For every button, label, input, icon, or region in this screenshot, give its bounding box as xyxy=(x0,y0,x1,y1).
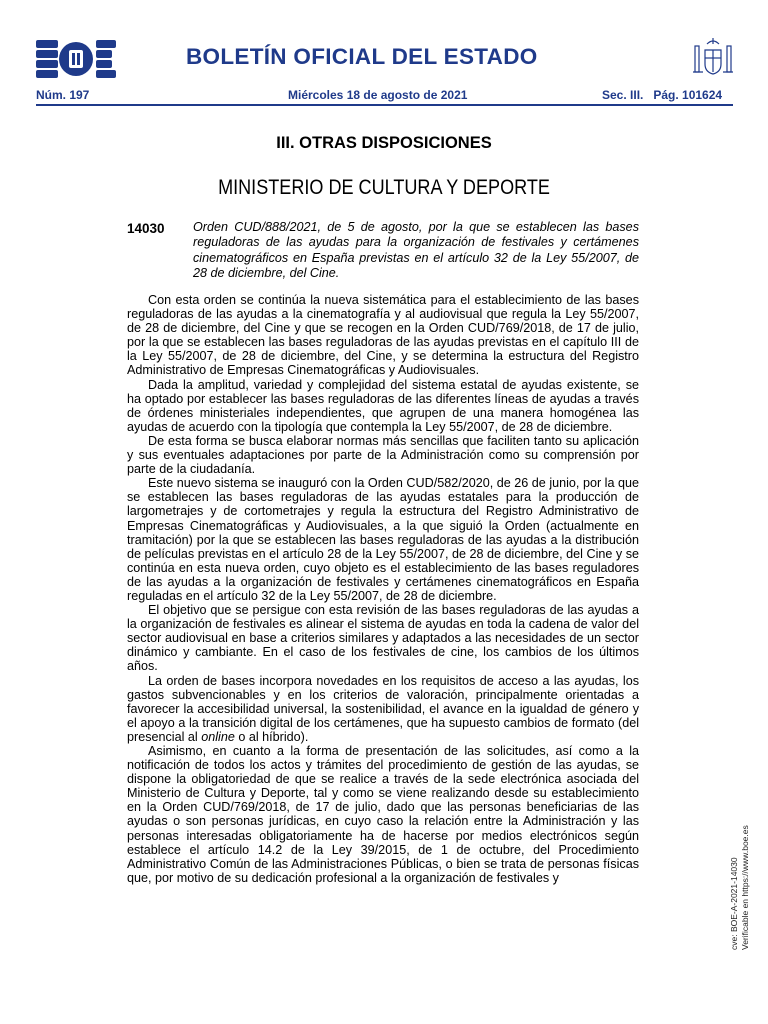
verification-sidebar xyxy=(729,825,751,950)
verification-link: Verificable en https://www.boe.es xyxy=(740,825,750,950)
paragraph: Asimismo, en cuanto a la forma de presentación de las solicitudes, así como a la notificación de todos los actos y trámites del procedimiento de gestión de las ayudas, se dispone la obligatoriedad de que se realice a través de la sede electrónica asociada del Ministerio de Cultura y Deporte, tal y como se viene realizando desde su establecimiento en la Orden CUD/769/2018, de 17 de julio, dado que las personas beneficiarias de las ayudas o son personas jurídicas, en cuyo caso la relación entre la Administración y las personas interesadas obligatoriamente ha de hacerse por medios electrónicos según establece el artículo 14.2 de la Ley 39/2015, de 1 de octubre, del Procedimiento Administrativo Común de las Administraciones Públicas, o bien se trata de personas físicas que, por motivo de su dedicación profesional a la organización de festivales y xyxy=(127,744,639,885)
coat-of-arms-icon xyxy=(691,36,735,80)
ministry-title: MINISTERIO DE CULTURA Y DEPORTE xyxy=(218,176,550,199)
section-page: Sec. III. Pág. 101624 xyxy=(602,88,723,102)
paragraph xyxy=(127,674,639,744)
paragraph: Este nuevo sistema se inauguró con la Orden CUD/582/2020, de 26 de junio, por la que se establecen las bases reguladoras de las ayudas estatales para la producción de largometrajes y de cortometrajes y regula la estructura del Registro Administrativo de Empresas Cinematográficas y Audiovisuales, a la que siguió la Orden (actualmente en tramitación) por la que se establecen las bases reguladoras de las ayudas a la distribución de películas previstas en el artículo 28 de la Ley 55/2007, de 28 de diciembre, del Cine y se continúa en esta nueva orden, cuyo objeto es el establecimiento de las bases reguladores de las ayudas a la organización de festivales y certámenes cinematográficos en España reguladas en el artículo 32 de la Ley 55/2007, de 28 de diciembre. xyxy=(127,476,639,603)
issue-number: Núm. 197 xyxy=(36,88,90,102)
bulletin-title: BOLETÍN OFICIAL DEL ESTADO xyxy=(186,44,538,69)
paragraph-text: La orden de bases incorpora novedades en los requisitos de acceso a las ayudas, los gastos subvencionables y en los criterios de valoración, principalmente orientadas a favorecer la accesibilidad universal, la sostenibilidad, el avance en la igualdad de género y el apoyo a la transición digital de los certámenes, que ha supuesto cambios de formato (del presencial al xyxy=(127,673,639,744)
paragraph: El objetivo que se persigue con esta revisión de las bases reguladoras de las ayudas a la organización de festivales es alinear el sistema de ayudas en toda la cadena de valor del sector audiovisual en base a criterios similares y adaptados a las necesidades de un sector dinámico y cambiante. En el caso de los festivales de cine, los cambios de los últimos años. xyxy=(127,603,639,674)
paragraph: Dada la amplitud, variedad y complejidad del sistema estatal de ayudas existente, se ha optado por establecer las bases reguladoras de las diferentes líneas de ayudas a través de órdenes ministeriales independientes, que agrupen de una manera homogénea las ayudas de acuerdo con la tipología que contempla la Ley 55/2007, de 28 de diciembre. xyxy=(127,377,639,434)
italic-term: online xyxy=(201,729,235,744)
boe-logo xyxy=(36,40,116,78)
paragraph: De esta forma se busca elaborar normas más sencillas que faciliten tanto su aplicación y sus eventuales adaptaciones por parte de la Administración como su comprensión por parte de la ciudadanía. xyxy=(127,433,639,477)
section-title: III. OTRAS DISPOSICIONES xyxy=(276,134,492,152)
disposition-number: 14030 xyxy=(127,221,165,236)
document-body xyxy=(127,293,639,885)
issue-date: Miércoles 18 de agosto de 2021 xyxy=(288,88,468,102)
disposition-title: Orden CUD/888/2021, de 5 de agosto, por la que se establecen las bases reguladoras de las ayudas para la organización de festivales y certámenes cinematográficos en España previstas en el artículo 32 de la Ley 55/2007, de 28 de diciembre, del Cine. xyxy=(193,220,639,281)
paragraph: Con esta orden se continúa la nueva sistemática para el establecimiento de las bases reguladoras de las ayudas a la cinematografía y al audiovisual que regula la Ley 55/2007, de 28 de diciembre, del Cine y que se recogen en la Orden CUD/769/2018, de 17 de julio, por la que se establecen las bases reguladoras de las ayudas previstas en el capítulo III de la Ley 55/2007, de 28 de diciembre, del Cine, y se determina la estructura del Registro Administrativo de Empresas Cinematográficas y Audiovisuales. xyxy=(127,293,639,378)
header-rule xyxy=(36,104,733,106)
cve-code: cve: BOE-A-2021-14030 xyxy=(729,857,739,950)
paragraph-text: o al híbrido). xyxy=(234,729,309,744)
